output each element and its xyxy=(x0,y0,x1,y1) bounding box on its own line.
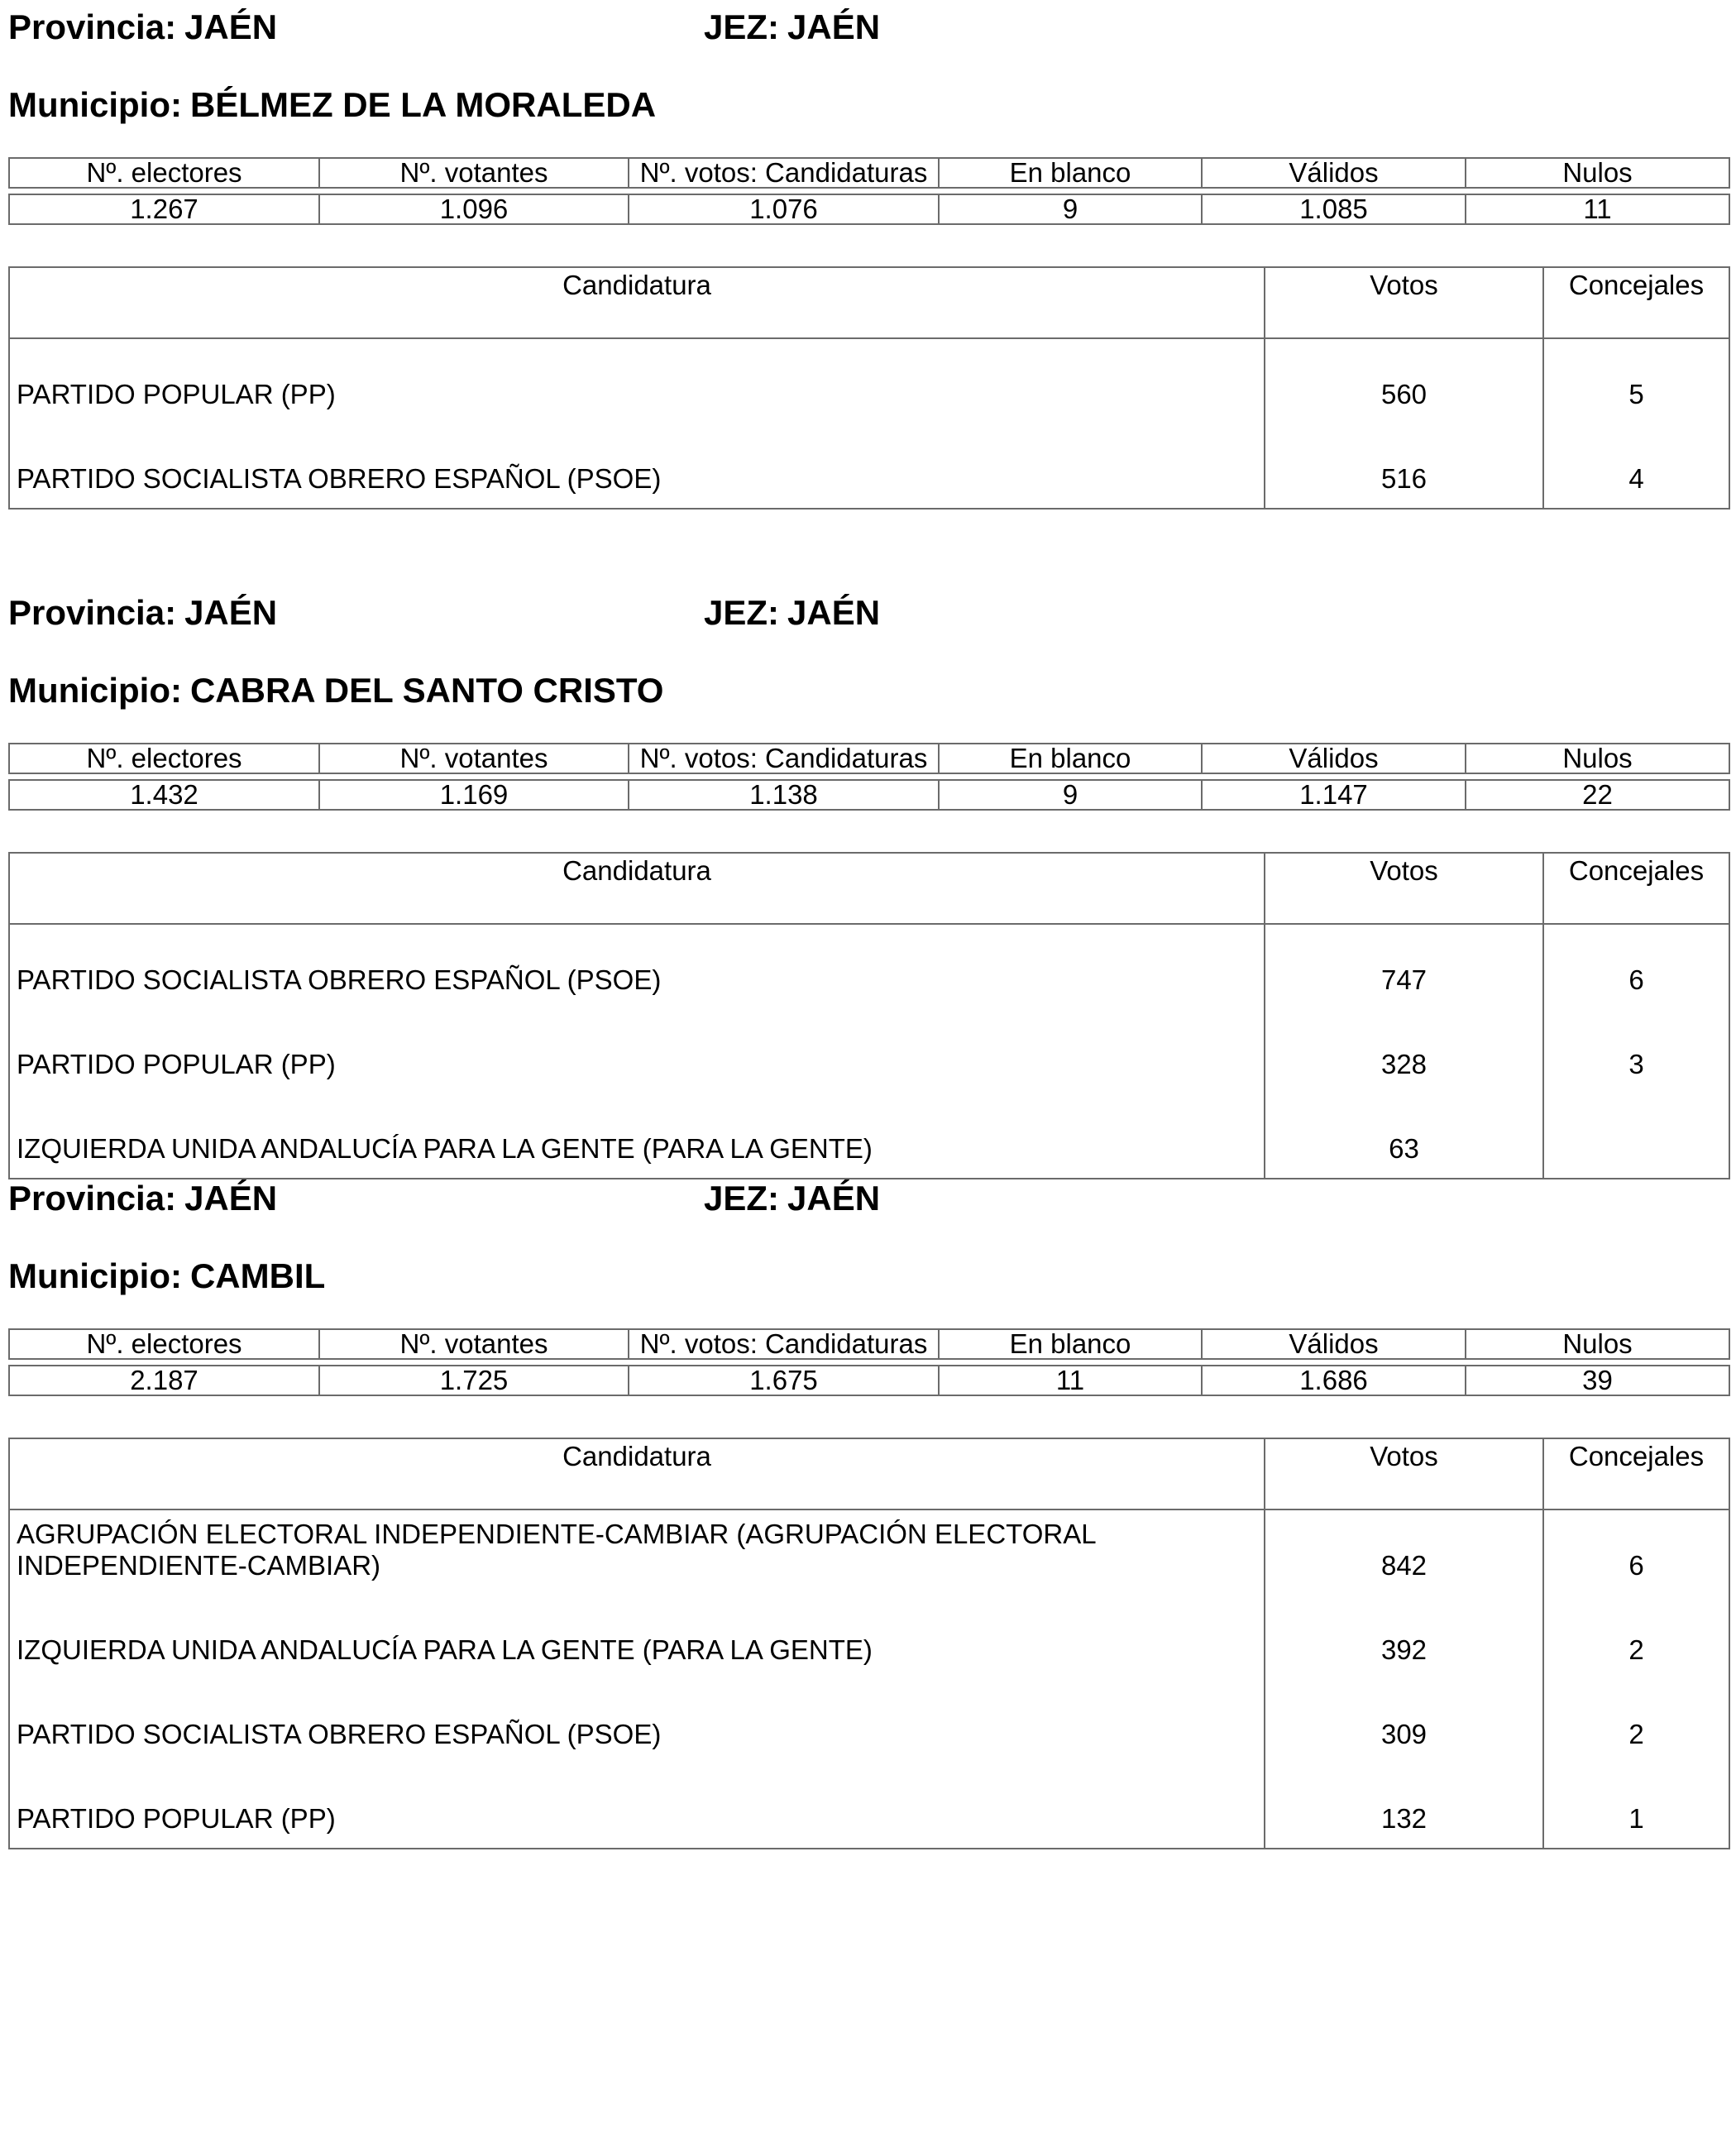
provincia-line xyxy=(8,592,277,634)
municipio-line xyxy=(8,84,656,126)
stats-header: En blanco xyxy=(939,158,1202,188)
municipio-line xyxy=(8,1256,325,1297)
candidate-votes: 392 xyxy=(1265,1595,1543,1679)
candidatura-header: Candidatura xyxy=(9,853,1265,924)
candidate-name: PARTIDO SOCIALISTA OBRERO ESPAÑOL (PSOE) xyxy=(9,423,1265,509)
candidate-name: PARTIDO POPULAR (PP) xyxy=(9,1763,1265,1849)
candidate-name: PARTIDO POPULAR (PP) xyxy=(9,338,1265,423)
votos-header: Votos xyxy=(1265,1438,1543,1509)
municipio-value: BÉLMEZ DE LA MORALEDA xyxy=(189,85,657,124)
stats-header: En blanco xyxy=(939,744,1202,773)
stats-header: Nulos xyxy=(1466,158,1729,188)
votos-header: Votos xyxy=(1265,853,1543,924)
candidate-seats: 3 xyxy=(1543,1009,1729,1093)
stats-header: Nº. votantes xyxy=(319,1329,629,1359)
candidate-seats: 2 xyxy=(1543,1595,1729,1679)
candidate-name: PARTIDO SOCIALISTA OBRERO ESPAÑOL (PSOE) xyxy=(9,924,1265,1009)
stats-value: 1.675 xyxy=(629,1366,939,1395)
stats-value-row xyxy=(9,1366,1729,1395)
provincia-value: JAÉN xyxy=(184,1179,278,1218)
provincia-label: Provincia: xyxy=(8,7,177,46)
stats-header: Nº. votantes xyxy=(319,744,629,773)
stats-value: 1.085 xyxy=(1202,194,1466,224)
stats-value: 22 xyxy=(1466,780,1729,810)
municipio-value: CAMBIL xyxy=(189,1256,326,1295)
stats-header: Nulos xyxy=(1466,1329,1729,1359)
jez-label: JEZ: xyxy=(704,7,780,46)
concejales-header: Concejales xyxy=(1543,1438,1729,1509)
candidate-seats: 1 xyxy=(1543,1763,1729,1849)
stats-header: Nº. electores xyxy=(9,158,319,188)
provincia-value: JAÉN xyxy=(184,593,278,632)
concejales-header: Concejales xyxy=(1543,853,1729,924)
municipio-value: CABRA DEL SANTO CRISTO xyxy=(189,671,664,710)
stats-table xyxy=(8,743,1730,811)
stats-value: 1.432 xyxy=(9,780,319,810)
table-row xyxy=(9,1009,1729,1093)
stats-header: Nº. electores xyxy=(9,744,319,773)
stats-value: 9 xyxy=(939,194,1202,224)
jez-line xyxy=(704,7,880,48)
candidatura-header: Candidatura xyxy=(9,267,1265,338)
municipio-line xyxy=(8,670,663,711)
table-row xyxy=(9,1679,1729,1763)
candidate-name: IZQUIERDA UNIDA ANDALUCÍA PARA LA GENTE (PARA LA GENTE) xyxy=(9,1093,1265,1179)
provincia-line xyxy=(8,1178,277,1219)
stats-value: 1.686 xyxy=(1202,1366,1466,1395)
stats-value-row xyxy=(9,780,1729,810)
stats-value-row xyxy=(9,194,1729,224)
stats-value: 9 xyxy=(939,780,1202,810)
stats-header: Válidos xyxy=(1202,158,1466,188)
jez-label: JEZ: xyxy=(704,1179,780,1218)
table-row xyxy=(9,1093,1729,1179)
candidates-table xyxy=(8,266,1730,510)
candidate-votes: 328 xyxy=(1265,1009,1543,1093)
candidate-name: AGRUPACIÓN ELECTORAL INDEPENDIENTE-CAMBIAR (AGRUPACIÓN ELECTORAL INDEPENDIENTE-CAMBIAR) xyxy=(9,1509,1265,1595)
stats-value: 1.267 xyxy=(9,194,319,224)
candidate-votes: 132 xyxy=(1265,1763,1543,1849)
provincia-line xyxy=(8,7,277,48)
candidates-header-row xyxy=(9,267,1729,338)
concejales-header: Concejales xyxy=(1543,267,1729,338)
stats-header: Nulos xyxy=(1466,744,1729,773)
stats-value: 1.725 xyxy=(319,1366,629,1395)
candidate-seats: 6 xyxy=(1543,1509,1729,1595)
stats-value: 11 xyxy=(1466,194,1729,224)
stats-header: Válidos xyxy=(1202,1329,1466,1359)
provincia-label: Provincia: xyxy=(8,593,177,632)
provincia-label: Provincia: xyxy=(8,1179,177,1218)
table-row xyxy=(9,1509,1729,1595)
candidates-header-row xyxy=(9,853,1729,924)
candidatura-header: Candidatura xyxy=(9,1438,1265,1509)
stats-table xyxy=(8,1328,1730,1396)
stats-value: 1.096 xyxy=(319,194,629,224)
candidates-header-row xyxy=(9,1438,1729,1509)
candidate-votes: 63 xyxy=(1265,1093,1543,1179)
candidate-name: IZQUIERDA UNIDA ANDALUCÍA PARA LA GENTE (PARA LA GENTE) xyxy=(9,1595,1265,1679)
table-row xyxy=(9,1595,1729,1679)
candidate-seats xyxy=(1543,1093,1729,1179)
candidate-votes: 516 xyxy=(1265,423,1543,509)
candidate-votes: 309 xyxy=(1265,1679,1543,1763)
stats-value: 1.138 xyxy=(629,780,939,810)
jez-label: JEZ: xyxy=(704,593,780,632)
candidates-table xyxy=(8,1438,1730,1849)
table-row xyxy=(9,924,1729,1009)
stats-header: Nº. votantes xyxy=(319,158,629,188)
candidate-votes: 842 xyxy=(1265,1509,1543,1595)
stats-header-row xyxy=(9,744,1729,773)
stats-header: En blanco xyxy=(939,1329,1202,1359)
candidates-table xyxy=(8,852,1730,1179)
jez-value: JAÉN xyxy=(787,593,881,632)
jez-line xyxy=(704,592,880,634)
table-row xyxy=(9,338,1729,423)
stats-header: Nº. votos: Candidaturas xyxy=(629,744,939,773)
candidate-seats: 6 xyxy=(1543,924,1729,1009)
stats-value: 11 xyxy=(939,1366,1202,1395)
municipio-label: Municipio: xyxy=(8,85,182,124)
jez-value: JAÉN xyxy=(787,7,881,46)
stats-value: 1.169 xyxy=(319,780,629,810)
stats-value: 1.147 xyxy=(1202,780,1466,810)
stats-value: 1.076 xyxy=(629,194,939,224)
stats-value: 2.187 xyxy=(9,1366,319,1395)
candidate-seats: 2 xyxy=(1543,1679,1729,1763)
stats-header: Válidos xyxy=(1202,744,1466,773)
jez-line xyxy=(704,1178,880,1219)
table-row xyxy=(9,1763,1729,1849)
jez-value: JAÉN xyxy=(787,1179,881,1218)
candidate-name: PARTIDO POPULAR (PP) xyxy=(9,1009,1265,1093)
stats-header-row xyxy=(9,158,1729,188)
table-row xyxy=(9,423,1729,509)
stats-header: Nº. electores xyxy=(9,1329,319,1359)
stats-header-row xyxy=(9,1329,1729,1359)
candidate-name: PARTIDO SOCIALISTA OBRERO ESPAÑOL (PSOE) xyxy=(9,1679,1265,1763)
candidate-votes: 560 xyxy=(1265,338,1543,423)
municipio-label: Municipio: xyxy=(8,671,182,710)
candidate-votes: 747 xyxy=(1265,924,1543,1009)
candidate-seats: 4 xyxy=(1543,423,1729,509)
stats-value: 39 xyxy=(1466,1366,1729,1395)
stats-header: Nº. votos: Candidaturas xyxy=(629,158,939,188)
municipio-label: Municipio: xyxy=(8,1256,182,1295)
provincia-value: JAÉN xyxy=(184,7,278,46)
candidate-seats: 5 xyxy=(1543,338,1729,423)
stats-table xyxy=(8,157,1730,225)
votos-header: Votos xyxy=(1265,267,1543,338)
stats-header: Nº. votos: Candidaturas xyxy=(629,1329,939,1359)
